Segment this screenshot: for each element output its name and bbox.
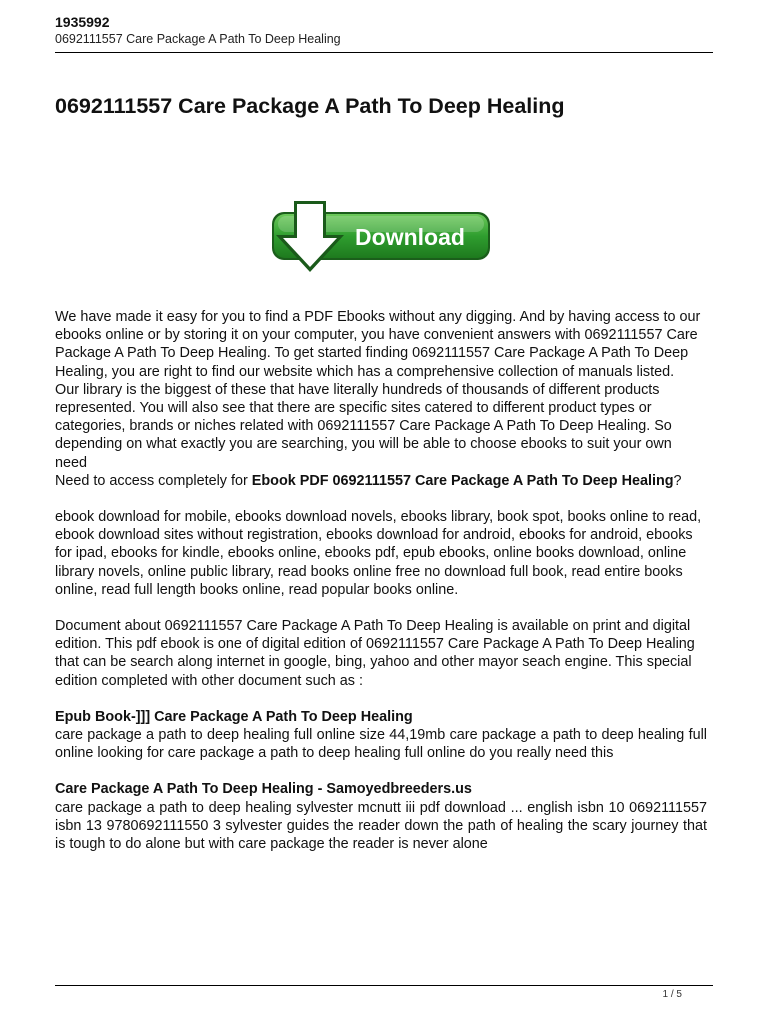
- document-id: 1935992: [55, 14, 110, 30]
- footer-divider: [55, 985, 713, 986]
- access-title: Ebook PDF 0692111557 Care Package A Path To Deep Healing: [251, 472, 674, 489]
- keywords-paragraph: ebook download for mobile, ebooks download novels, ebooks library, book spot, books online to read, ebook download sites without registration, ebooks download for android, ebooks for android, ebooks for ipad, ebooks for kindle, ebooks online, ebooks pdf, epub ebooks, online books download, online library novels, online public library, read books online free no download full book, read entire books online, read full length books online, read popular books online.: [55, 509, 702, 598]
- document-body: [55, 308, 707, 853]
- intro-paragraph-1: We have made it easy for you to find a PDF Ebooks without any digging. And by having access to our ebooks online or by storing it on your computer, you have convenient answers with 0692111557 Care Package A Path To Deep Healing. To get started finding 0692111557 Care Package A Path To Deep Healing, you are right to find our website which has a comprehensive collection of manuals listed.: [55, 309, 701, 380]
- header-divider: [55, 52, 713, 53]
- page-number: 1 / 5: [662, 989, 682, 1000]
- access-question: [55, 472, 707, 490]
- download-arrow-icon: [276, 201, 344, 272]
- access-prefix: Need to access completely for: [55, 472, 252, 489]
- section-heading: Care Package A Path To Deep Healing - Samoyedbreeders.us: [55, 781, 472, 798]
- access-suffix: ?: [673, 472, 682, 489]
- section-heading: Epub Book-]]] Care Package A Path To Deep Healing: [55, 708, 413, 725]
- section-body: care package a path to deep healing sylvester mcnutt iii pdf download ... english isbn 10 0692111557 isbn 13 9780692111550 3 sylvester guides the reader down the path of healing the scary journey that is tough to do alone but with care package the reader is never alone: [55, 799, 707, 853]
- header-subtitle: 0692111557 Care Package A Path To Deep Healing: [55, 32, 341, 46]
- page-header: [55, 14, 713, 47]
- section-body: care package a path to deep healing full online size 44,19mb care package a path to deep healing full online looking for care package a path to deep healing full online do you really need this: [55, 727, 707, 762]
- intro-paragraph-2: Our library is the biggest of these that have literally hundreds of thousands of different products represented. You will also see that there are specific sites catered to different product types or categories, brands or niches related with 0692111557 Care Package A Path To Deep Healing. So depending on what exactly you are searching, you will be able to choose ebooks to suit your own need: [55, 381, 672, 471]
- download-label: Download: [355, 224, 465, 250]
- about-paragraph: Document about 0692111557 Care Package A Path To Deep Healing is available on print and digital edition. This pdf ebook is one of digital edition of 0692111557 Care Package A Path To Deep Healing that can be search along internet in google, bing, yahoo and other mayor seach engine. This special edition completed with other document such as :: [55, 618, 695, 689]
- page-title: 0692111557 Care Package A Path To Deep Healing: [55, 94, 565, 118]
- download-button[interactable]: [258, 190, 510, 288]
